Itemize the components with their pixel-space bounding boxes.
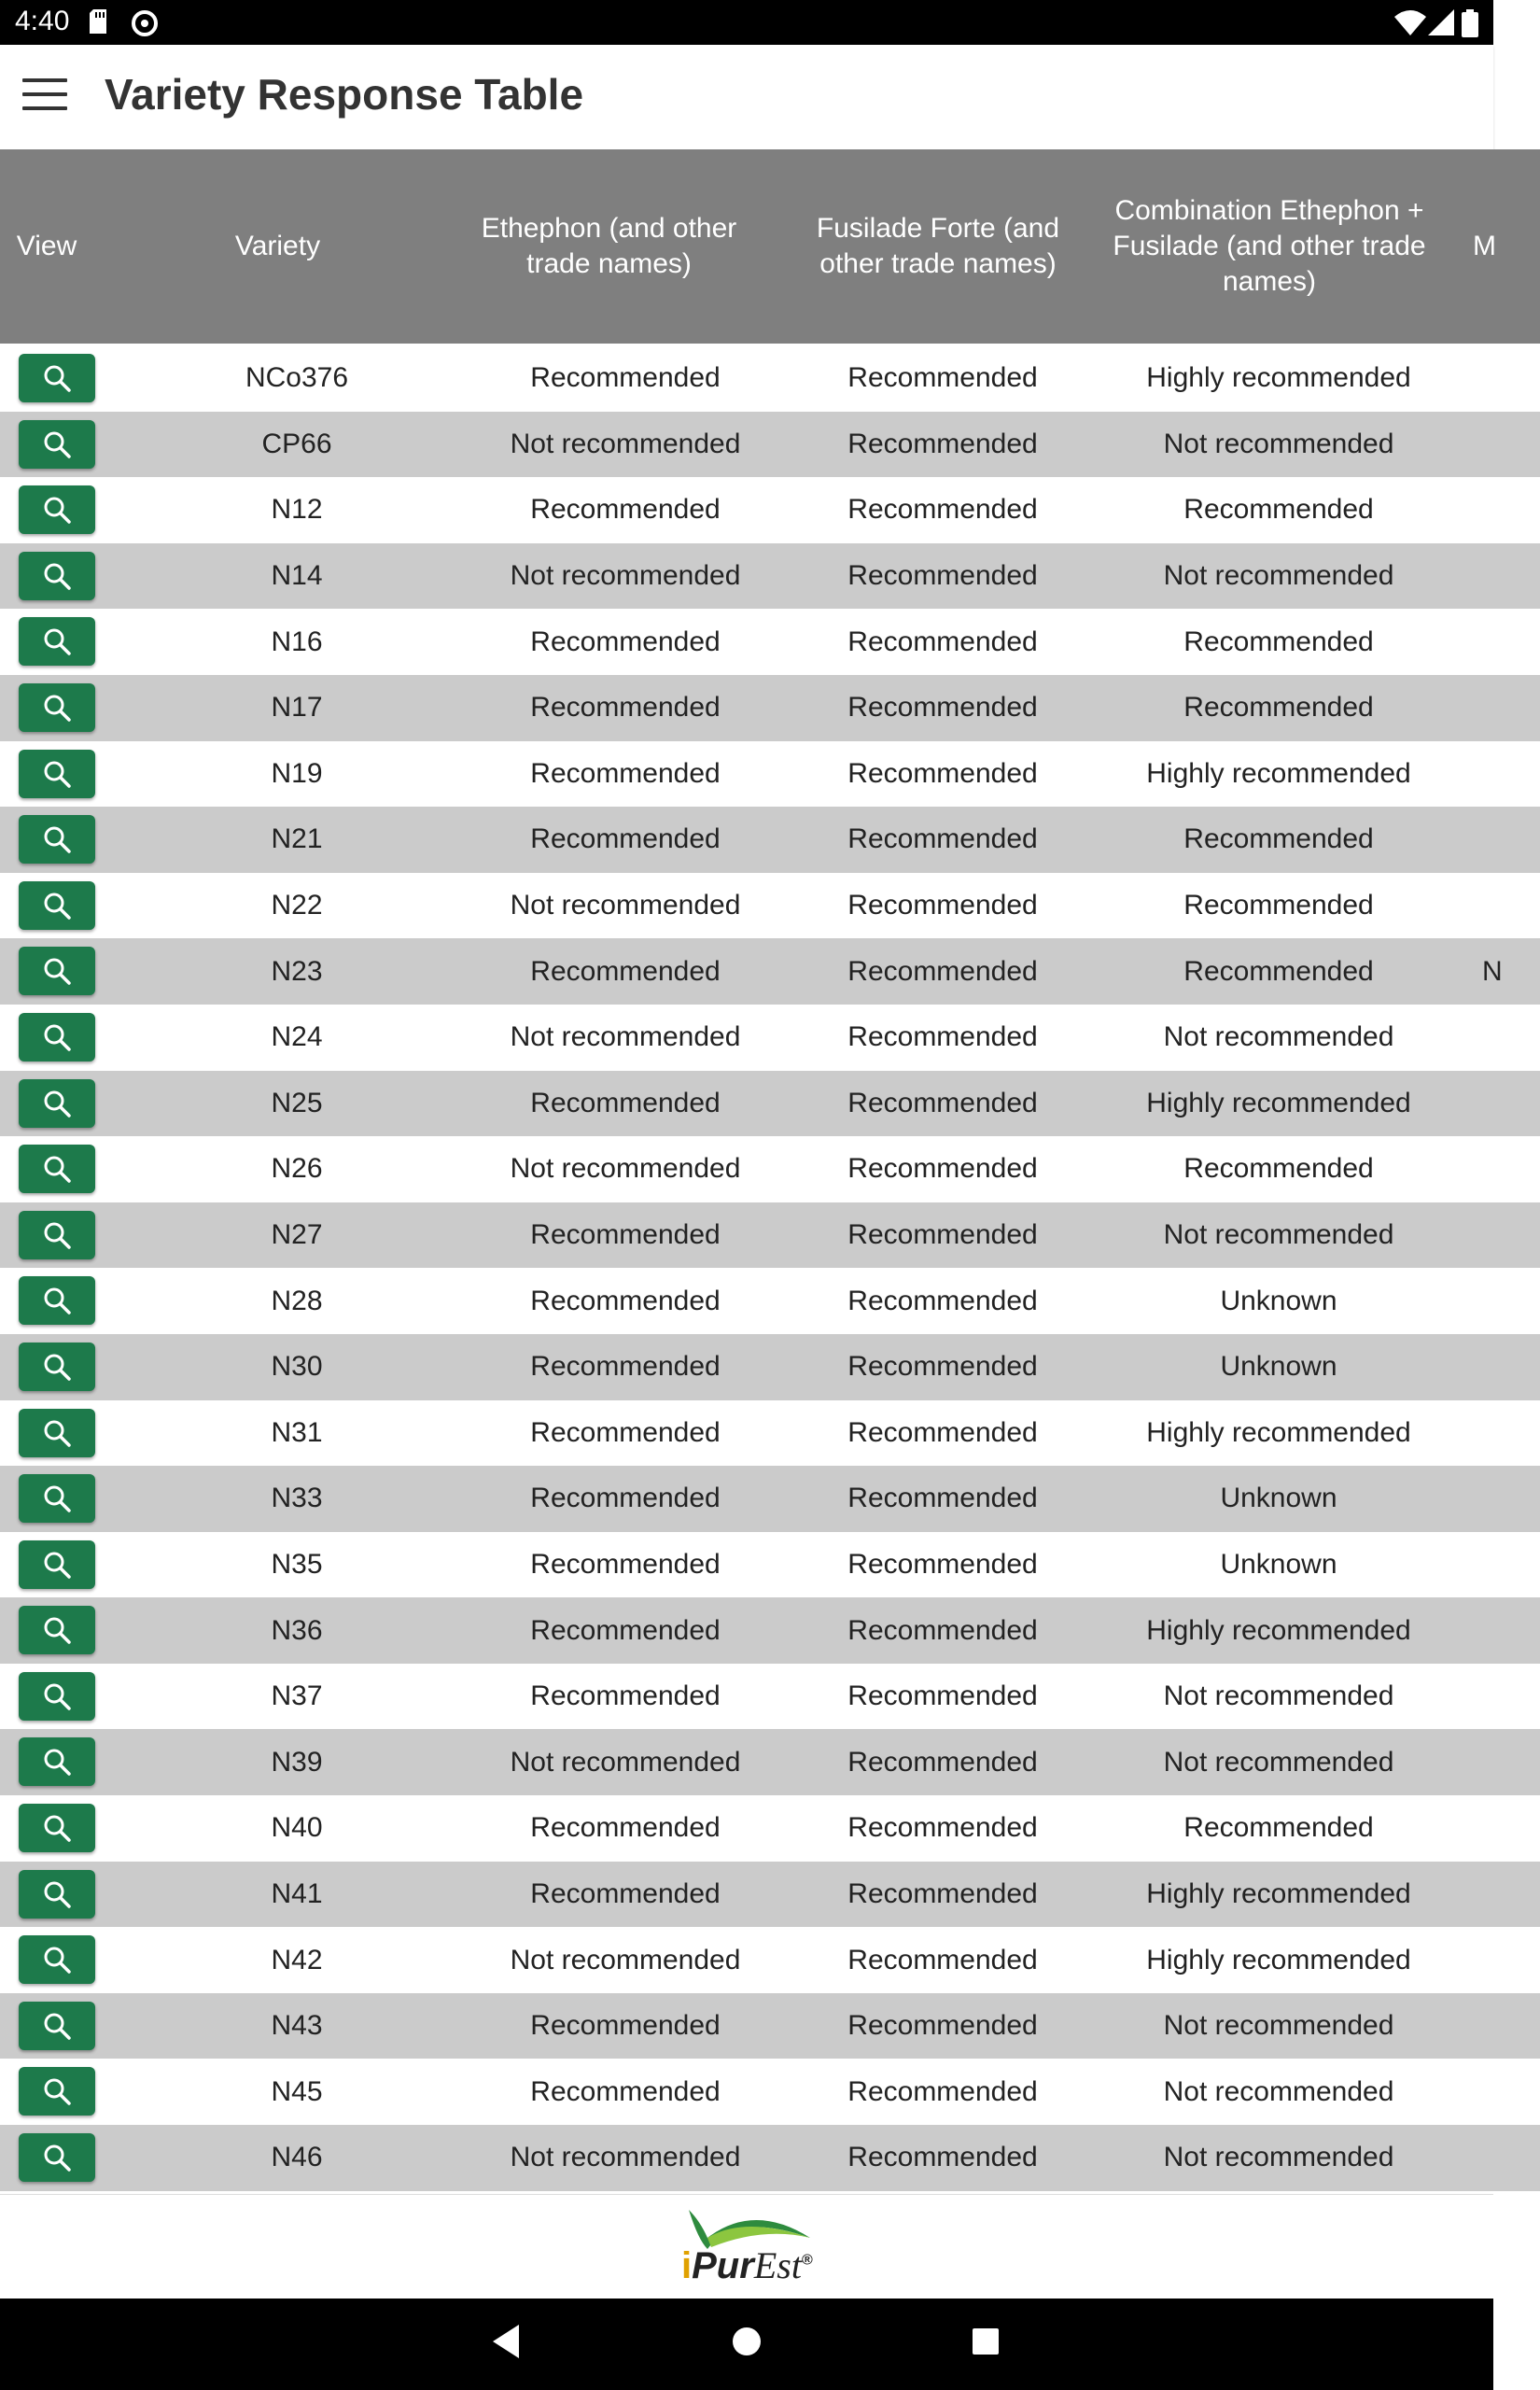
table-row[interactable]: [0, 412, 1540, 478]
cell-combination: Not recommended: [1163, 1680, 1394, 1712]
search-icon: [41, 1746, 73, 1778]
search-icon: [41, 1153, 73, 1185]
search-icon: [41, 1549, 73, 1581]
search-icon: [41, 692, 73, 724]
cell-ethephon: Not recommended: [510, 1153, 741, 1185]
cell-variety: N31: [271, 1416, 323, 1448]
table-row[interactable]: [0, 1729, 1540, 1795]
sd-card-icon: [90, 9, 110, 34]
cell-ethephon: Recommended: [530, 1548, 721, 1580]
view-button[interactable]: [19, 683, 95, 732]
cell-fusilade: Recommended: [847, 1483, 1038, 1514]
cell-ethephon: Recommended: [530, 1680, 721, 1712]
cell-fusilade: Recommended: [847, 955, 1038, 987]
cell-ethephon: Not recommended: [510, 560, 741, 592]
app-bar: [0, 45, 1493, 150]
cell-variety: N42: [271, 1944, 323, 1975]
view-button[interactable]: [19, 1737, 95, 1786]
search-icon: [41, 1483, 73, 1514]
view-button[interactable]: [19, 1211, 95, 1259]
cell-fusilade: Recommended: [847, 823, 1038, 855]
cell-variety: N28: [271, 1285, 323, 1316]
cell-fusilade: Recommended: [847, 1021, 1038, 1053]
cell-combination: Not recommended: [1163, 428, 1394, 459]
assistant-icon: [131, 9, 159, 37]
view-button[interactable]: [19, 617, 95, 666]
view-button[interactable]: [19, 947, 95, 995]
cell-fusilade: Recommended: [847, 1746, 1038, 1778]
view-button[interactable]: [19, 881, 95, 930]
search-icon: [41, 1944, 73, 1975]
status-bar: [0, 0, 1493, 45]
battery-icon: [1462, 9, 1478, 37]
cell-partial: [1482, 1532, 1519, 1598]
table-row[interactable]: [0, 938, 1540, 1005]
variety-table[interactable]: [0, 149, 1503, 2194]
cell-ethephon: Recommended: [530, 1483, 721, 1514]
view-button[interactable]: [19, 1540, 95, 1589]
cell-partial: [1482, 2125, 1519, 2191]
cell-ethephon: Recommended: [530, 823, 721, 855]
cell-ethephon: Recommended: [530, 626, 721, 657]
cell-ethephon: Recommended: [530, 1087, 721, 1118]
search-icon: [41, 955, 73, 987]
cell-combination: Highly recommended: [1146, 1416, 1411, 1448]
navigation-bar: [0, 2299, 1493, 2390]
cell-partial: [1482, 543, 1519, 610]
cell-partial: [1482, 873, 1519, 939]
view-button[interactable]: [19, 1606, 95, 1654]
cell-ethephon: Recommended: [530, 955, 721, 987]
cell-fusilade: Recommended: [847, 2010, 1038, 2042]
cell-partial: [1482, 412, 1519, 478]
cell-partial: [1482, 1005, 1519, 1071]
cell-fusilade: Recommended: [847, 1680, 1038, 1712]
cell-fusilade: Recommended: [847, 560, 1038, 592]
search-icon: [41, 362, 73, 394]
cell-fusilade: Recommended: [847, 1153, 1038, 1185]
cell-fusilade: Recommended: [847, 1812, 1038, 1844]
column-header-partial[interactable]: M: [1473, 231, 1496, 261]
search-icon: [41, 494, 73, 526]
cell-variety: N17: [271, 692, 323, 724]
cell-partial: [1482, 1071, 1519, 1137]
table-row[interactable]: [0, 1927, 1540, 1993]
view-button[interactable]: [19, 485, 95, 534]
cell-ethephon: Recommended: [530, 1351, 721, 1383]
view-button[interactable]: [19, 1935, 95, 1984]
cell-variety: N22: [271, 890, 323, 921]
cell-ethephon: Recommended: [530, 1812, 721, 1844]
table-row[interactable]: [0, 609, 1540, 675]
search-icon: [41, 2075, 73, 2107]
cell-variety: N25: [271, 1087, 323, 1118]
cell-variety: N16: [271, 626, 323, 657]
cell-variety: N36: [271, 1614, 323, 1646]
column-header-variety[interactable]: Variety: [234, 231, 321, 261]
view-button[interactable]: [19, 1672, 95, 1721]
cell-combination: Highly recommended: [1146, 1614, 1411, 1646]
cell-fusilade: Recommended: [847, 1351, 1038, 1383]
cell-ethephon: Recommended: [530, 494, 721, 526]
search-icon: [41, 1812, 73, 1844]
cell-partial: [1482, 1597, 1519, 1664]
view-button[interactable]: [19, 815, 95, 864]
cell-fusilade: Recommended: [847, 890, 1038, 921]
cell-combination: Highly recommended: [1146, 757, 1411, 789]
cell-fusilade: Recommended: [847, 626, 1038, 657]
cell-partial: N: [1482, 955, 1503, 987]
table-row[interactable]: [0, 2125, 1540, 2191]
view-button[interactable]: [19, 1343, 95, 1391]
cell-fusilade: Recommended: [847, 494, 1038, 526]
cell-variety: N30: [271, 1351, 323, 1383]
cell-combination: Recommended: [1183, 494, 1374, 526]
view-button[interactable]: [19, 1804, 95, 1852]
status-time: 4:40: [15, 6, 70, 36]
cell-partial: [1482, 1795, 1519, 1862]
cell-combination: Not recommended: [1163, 1021, 1394, 1053]
view-button[interactable]: [19, 1145, 95, 1193]
table-row[interactable]: [0, 1664, 1540, 1730]
cell-partial: [1482, 675, 1519, 741]
cell-partial: [1482, 741, 1519, 808]
cell-partial: [1482, 1466, 1519, 1532]
cell-fusilade: Recommended: [847, 1219, 1038, 1251]
search-icon: [41, 1878, 73, 1910]
cell-combination: Recommended: [1183, 1812, 1374, 1844]
cell-ethephon: Not recommended: [510, 1746, 741, 1778]
view-button[interactable]: [19, 2002, 95, 2050]
search-icon: [41, 1351, 73, 1383]
view-button[interactable]: [19, 2133, 95, 2182]
cell-partial: [1482, 1927, 1519, 1993]
cell-fusilade: Recommended: [847, 362, 1038, 394]
search-icon: [41, 1021, 73, 1053]
cell-partial: [1482, 1664, 1519, 1730]
footer: [0, 2194, 1493, 2299]
cell-partial: [1482, 807, 1519, 873]
cell-variety: N24: [271, 1021, 323, 1053]
cell-fusilade: Recommended: [847, 757, 1038, 789]
cell-variety: N39: [271, 1746, 323, 1778]
table-row[interactable]: [0, 543, 1540, 610]
cell-ethephon: Not recommended: [510, 1944, 741, 1975]
table-row[interactable]: [0, 1334, 1540, 1400]
table-row[interactable]: [0, 1400, 1540, 1467]
cell-combination: Recommended: [1183, 1153, 1374, 1185]
cell-ethephon: Recommended: [530, 692, 721, 724]
view-button[interactable]: [19, 1870, 95, 1919]
cell-fusilade: Recommended: [847, 1877, 1038, 1909]
table-row[interactable]: [0, 1993, 1540, 2060]
search-icon: [41, 1088, 73, 1119]
cell-partial: [1482, 1136, 1519, 1202]
table-row[interactable]: [0, 807, 1540, 873]
cell-combination: Not recommended: [1163, 2142, 1394, 2173]
cell-variety: N27: [271, 1219, 323, 1251]
page-title: Variety Response Table: [105, 70, 584, 119]
cell-combination: Highly recommended: [1146, 1877, 1411, 1909]
view-button[interactable]: [19, 1409, 95, 1457]
cell-fusilade: Recommended: [847, 428, 1038, 459]
cell-ethephon: Recommended: [530, 1877, 721, 1909]
cell-variety: N33: [271, 1483, 323, 1514]
cell-fusilade: Recommended: [847, 2142, 1038, 2173]
table-row[interactable]: [0, 873, 1540, 939]
cell-combination: Not recommended: [1163, 1746, 1394, 1778]
table-header: [0, 149, 1540, 344]
cell-combination: Not recommended: [1163, 1219, 1394, 1251]
cell-variety: N26: [271, 1153, 323, 1185]
table-row[interactable]: [0, 741, 1540, 808]
cell-combination: Not recommended: [1163, 2075, 1394, 2107]
search-icon: [41, 823, 73, 855]
table-row[interactable]: [0, 477, 1540, 543]
cell-variety: N19: [271, 757, 323, 789]
cell-ethephon: Recommended: [530, 362, 721, 394]
search-icon: [41, 758, 73, 790]
cell-fusilade: Recommended: [847, 1087, 1038, 1118]
cell-fusilade: Recommended: [847, 692, 1038, 724]
table-row[interactable]: [0, 675, 1540, 741]
search-icon: [41, 1614, 73, 1646]
view-button[interactable]: [19, 750, 95, 798]
search-icon: [41, 1417, 73, 1449]
cell-variety: N46: [271, 2142, 323, 2173]
cell-combination: Recommended: [1183, 692, 1374, 724]
wifi-icon: [1394, 9, 1426, 35]
cell-ethephon: Not recommended: [510, 890, 741, 921]
table-row[interactable]: [0, 1005, 1540, 1071]
cell-combination: Unknown: [1220, 1548, 1337, 1580]
cell-partial: [1482, 1268, 1519, 1334]
search-icon: [41, 2142, 73, 2173]
cell-fusilade: Recommended: [847, 1944, 1038, 1975]
table-row[interactable]: [0, 1071, 1540, 1137]
view-button[interactable]: [19, 2067, 95, 2116]
cell-ethephon: Recommended: [530, 1219, 721, 1251]
column-header-fusilade[interactable]: Fusilade Forte (and other trade names): [816, 213, 1060, 279]
table-row[interactable]: [0, 1532, 1540, 1598]
cell-variety: N12: [271, 494, 323, 526]
table-row[interactable]: [0, 1268, 1540, 1334]
view-button[interactable]: [19, 552, 95, 600]
cell-ethephon: Recommended: [530, 1285, 721, 1316]
cell-fusilade: Recommended: [847, 1614, 1038, 1646]
table-row[interactable]: [0, 1466, 1540, 1532]
cell-partial: [1482, 1334, 1519, 1400]
table-row[interactable]: [0, 1136, 1540, 1202]
cell-ethephon: Recommended: [530, 2010, 721, 2042]
search-icon: [41, 1219, 73, 1251]
cell-fusilade: Recommended: [847, 2075, 1038, 2107]
cell-variety: CP66: [261, 428, 332, 459]
cell-ethephon: Recommended: [530, 1614, 721, 1646]
cell-variety: N43: [271, 2010, 323, 2042]
cell-variety: N37: [271, 1680, 323, 1712]
table-row[interactable]: [0, 2059, 1540, 2125]
cell-partial: [1482, 477, 1519, 543]
cell-partial: [1482, 1202, 1519, 1269]
cell-combination: Unknown: [1220, 1351, 1337, 1383]
home-icon[interactable]: [730, 2323, 763, 2360]
cell-combination: Highly recommended: [1146, 1087, 1411, 1118]
table-row[interactable]: [0, 1597, 1540, 1664]
search-icon: [41, 429, 73, 460]
cell-partial: [1482, 1729, 1519, 1795]
column-header-combination[interactable]: Combination Ethephon + Fusilade (and other trade names): [1113, 195, 1426, 297]
logo-text: iPurEst®: [681, 2244, 813, 2286]
cell-combination: Unknown: [1220, 1483, 1337, 1514]
cell-fusilade: Recommended: [847, 1416, 1038, 1448]
search-icon: [41, 626, 73, 657]
cell-partial: [1482, 1993, 1519, 2060]
cell-variety: NCo376: [245, 362, 349, 394]
table-row[interactable]: [0, 1202, 1540, 1269]
signal-icon: [1428, 9, 1454, 35]
cell-combination: Highly recommended: [1146, 362, 1411, 394]
cell-variety: N45: [271, 2075, 323, 2107]
cell-fusilade: Recommended: [847, 1285, 1038, 1316]
cell-combination: Recommended: [1183, 626, 1374, 657]
back-icon[interactable]: [489, 2323, 521, 2360]
column-header-ethephon[interactable]: Ethephon (and other trade names): [481, 213, 737, 279]
cell-variety: N14: [271, 560, 323, 592]
view-button[interactable]: [19, 354, 95, 402]
cell-combination: Not recommended: [1163, 2010, 1394, 2042]
table-row[interactable]: [0, 1862, 1540, 1928]
view-button[interactable]: [19, 1276, 95, 1325]
cell-ethephon: Not recommended: [510, 2142, 741, 2173]
cell-partial: [1482, 609, 1519, 675]
cell-partial: [1482, 2059, 1519, 2125]
cell-partial: [1482, 345, 1519, 412]
cell-combination: Recommended: [1183, 823, 1374, 855]
search-icon: [41, 560, 73, 592]
search-icon: [41, 2010, 73, 2042]
cell-combination: Unknown: [1220, 1285, 1337, 1316]
table-body: [0, 345, 1540, 2191]
search-icon: [41, 890, 73, 921]
search-icon: [41, 1285, 73, 1316]
cell-combination: Recommended: [1183, 890, 1374, 921]
column-header-view[interactable]: View: [16, 231, 77, 261]
recents-icon[interactable]: [969, 2323, 1002, 2360]
menu-icon[interactable]: [22, 78, 67, 116]
view-button[interactable]: [19, 1474, 95, 1523]
cell-combination: Not recommended: [1163, 560, 1394, 592]
cell-variety: N35: [271, 1548, 323, 1580]
cell-variety: N21: [271, 823, 323, 855]
cell-variety: N40: [271, 1812, 323, 1844]
table-row[interactable]: [0, 1795, 1540, 1862]
cell-fusilade: Recommended: [847, 1548, 1038, 1580]
ipurest-logo: [674, 2202, 823, 2296]
cell-ethephon: Recommended: [530, 757, 721, 789]
cell-ethephon: Not recommended: [510, 428, 741, 459]
cell-variety: N23: [271, 955, 323, 987]
cell-ethephon: Not recommended: [510, 1021, 741, 1053]
search-icon: [41, 1680, 73, 1712]
cell-partial: [1482, 1400, 1519, 1467]
view-button[interactable]: [19, 420, 95, 469]
view-button[interactable]: [19, 1013, 95, 1061]
cell-partial: [1482, 1862, 1519, 1928]
cell-ethephon: Recommended: [530, 2075, 721, 2107]
table-row[interactable]: [0, 345, 1540, 412]
view-button[interactable]: [19, 1079, 95, 1128]
cell-variety: N41: [271, 1877, 323, 1909]
cell-combination: Recommended: [1183, 955, 1374, 987]
cell-ethephon: Recommended: [530, 1416, 721, 1448]
cell-combination: Highly recommended: [1146, 1944, 1411, 1975]
